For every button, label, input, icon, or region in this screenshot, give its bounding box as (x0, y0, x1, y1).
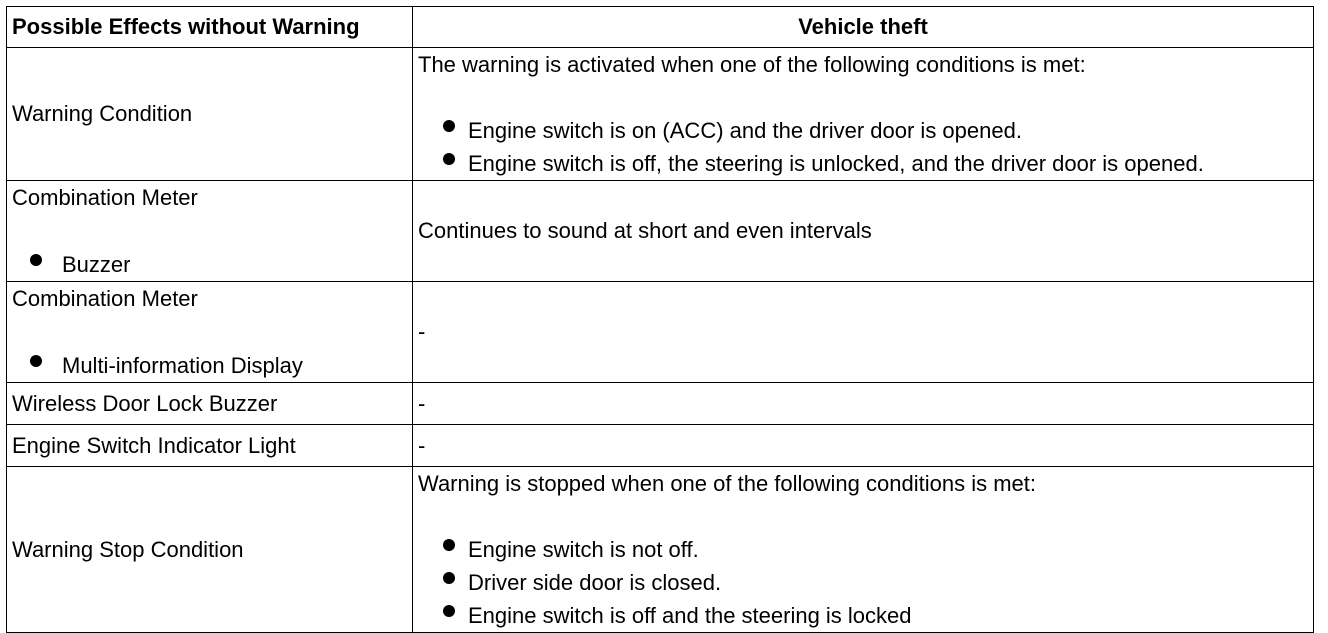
list-item: Driver side door is closed. (418, 566, 1313, 599)
list-item: Buzzer (12, 248, 412, 281)
table-row-combination-meter-mid (7, 282, 1314, 383)
list-item: Engine switch is off, the steering is unlocked, and the driver door is opened. (418, 147, 1313, 180)
table-row-combination-meter-buzzer (7, 181, 1314, 282)
combination-meter-buzzer-label: Combination Meter Buzzer (7, 181, 413, 282)
warning-stop-condition-value (413, 467, 1314, 633)
bullet-icon (443, 572, 455, 584)
combination-meter-mid-label: Combination Meter Multi-information Display (7, 282, 413, 383)
table-row-warning-stop-condition (7, 467, 1314, 633)
bullet-icon (443, 153, 455, 165)
table-row-warning-condition (7, 48, 1314, 181)
engine-switch-indicator-light-value: - (413, 425, 1314, 467)
table-row-wireless-door-lock-buzzer (7, 383, 1314, 425)
bullet-icon (30, 355, 42, 367)
warning-condition-list (418, 114, 1313, 180)
table-header-row (7, 7, 1314, 48)
table-row-engine-switch-indicator-light (7, 425, 1314, 467)
combination-meter-mid-value: - (413, 282, 1314, 383)
wireless-door-lock-buzzer-value: - (413, 383, 1314, 425)
warning-condition-label: Warning Condition (7, 48, 413, 181)
warning-stop-condition-label: Warning Stop Condition (7, 467, 413, 633)
header-effects: Possible Effects without Warning (7, 7, 413, 48)
bullet-icon (443, 539, 455, 551)
list-item: Engine switch is on (ACC) and the driver door is opened. (418, 114, 1313, 147)
bullet-icon (443, 120, 455, 132)
combination-meter-buzzer-value: Continues to sound at short and even intervals (413, 181, 1314, 282)
bullet-icon (443, 605, 455, 617)
engine-switch-indicator-light-label: Engine Switch Indicator Light (7, 425, 413, 467)
warning-stop-condition-list (418, 533, 1313, 632)
warning-stop-condition-intro: Warning is stopped when one of the following conditions is met: (418, 470, 1036, 496)
warning-condition-value (413, 48, 1314, 181)
list-item: Engine switch is not off. (418, 533, 1313, 566)
list-item: Engine switch is off and the steering is locked (418, 599, 1313, 632)
warning-effects-table (6, 6, 1314, 633)
bullet-icon (30, 254, 42, 266)
wireless-door-lock-buzzer-label: Wireless Door Lock Buzzer (7, 383, 413, 425)
header-vehicle-theft: Vehicle theft (413, 7, 1314, 48)
list-item: Multi-information Display (12, 349, 412, 382)
warning-condition-intro: The warning is activated when one of the following conditions is met: (418, 51, 1086, 77)
